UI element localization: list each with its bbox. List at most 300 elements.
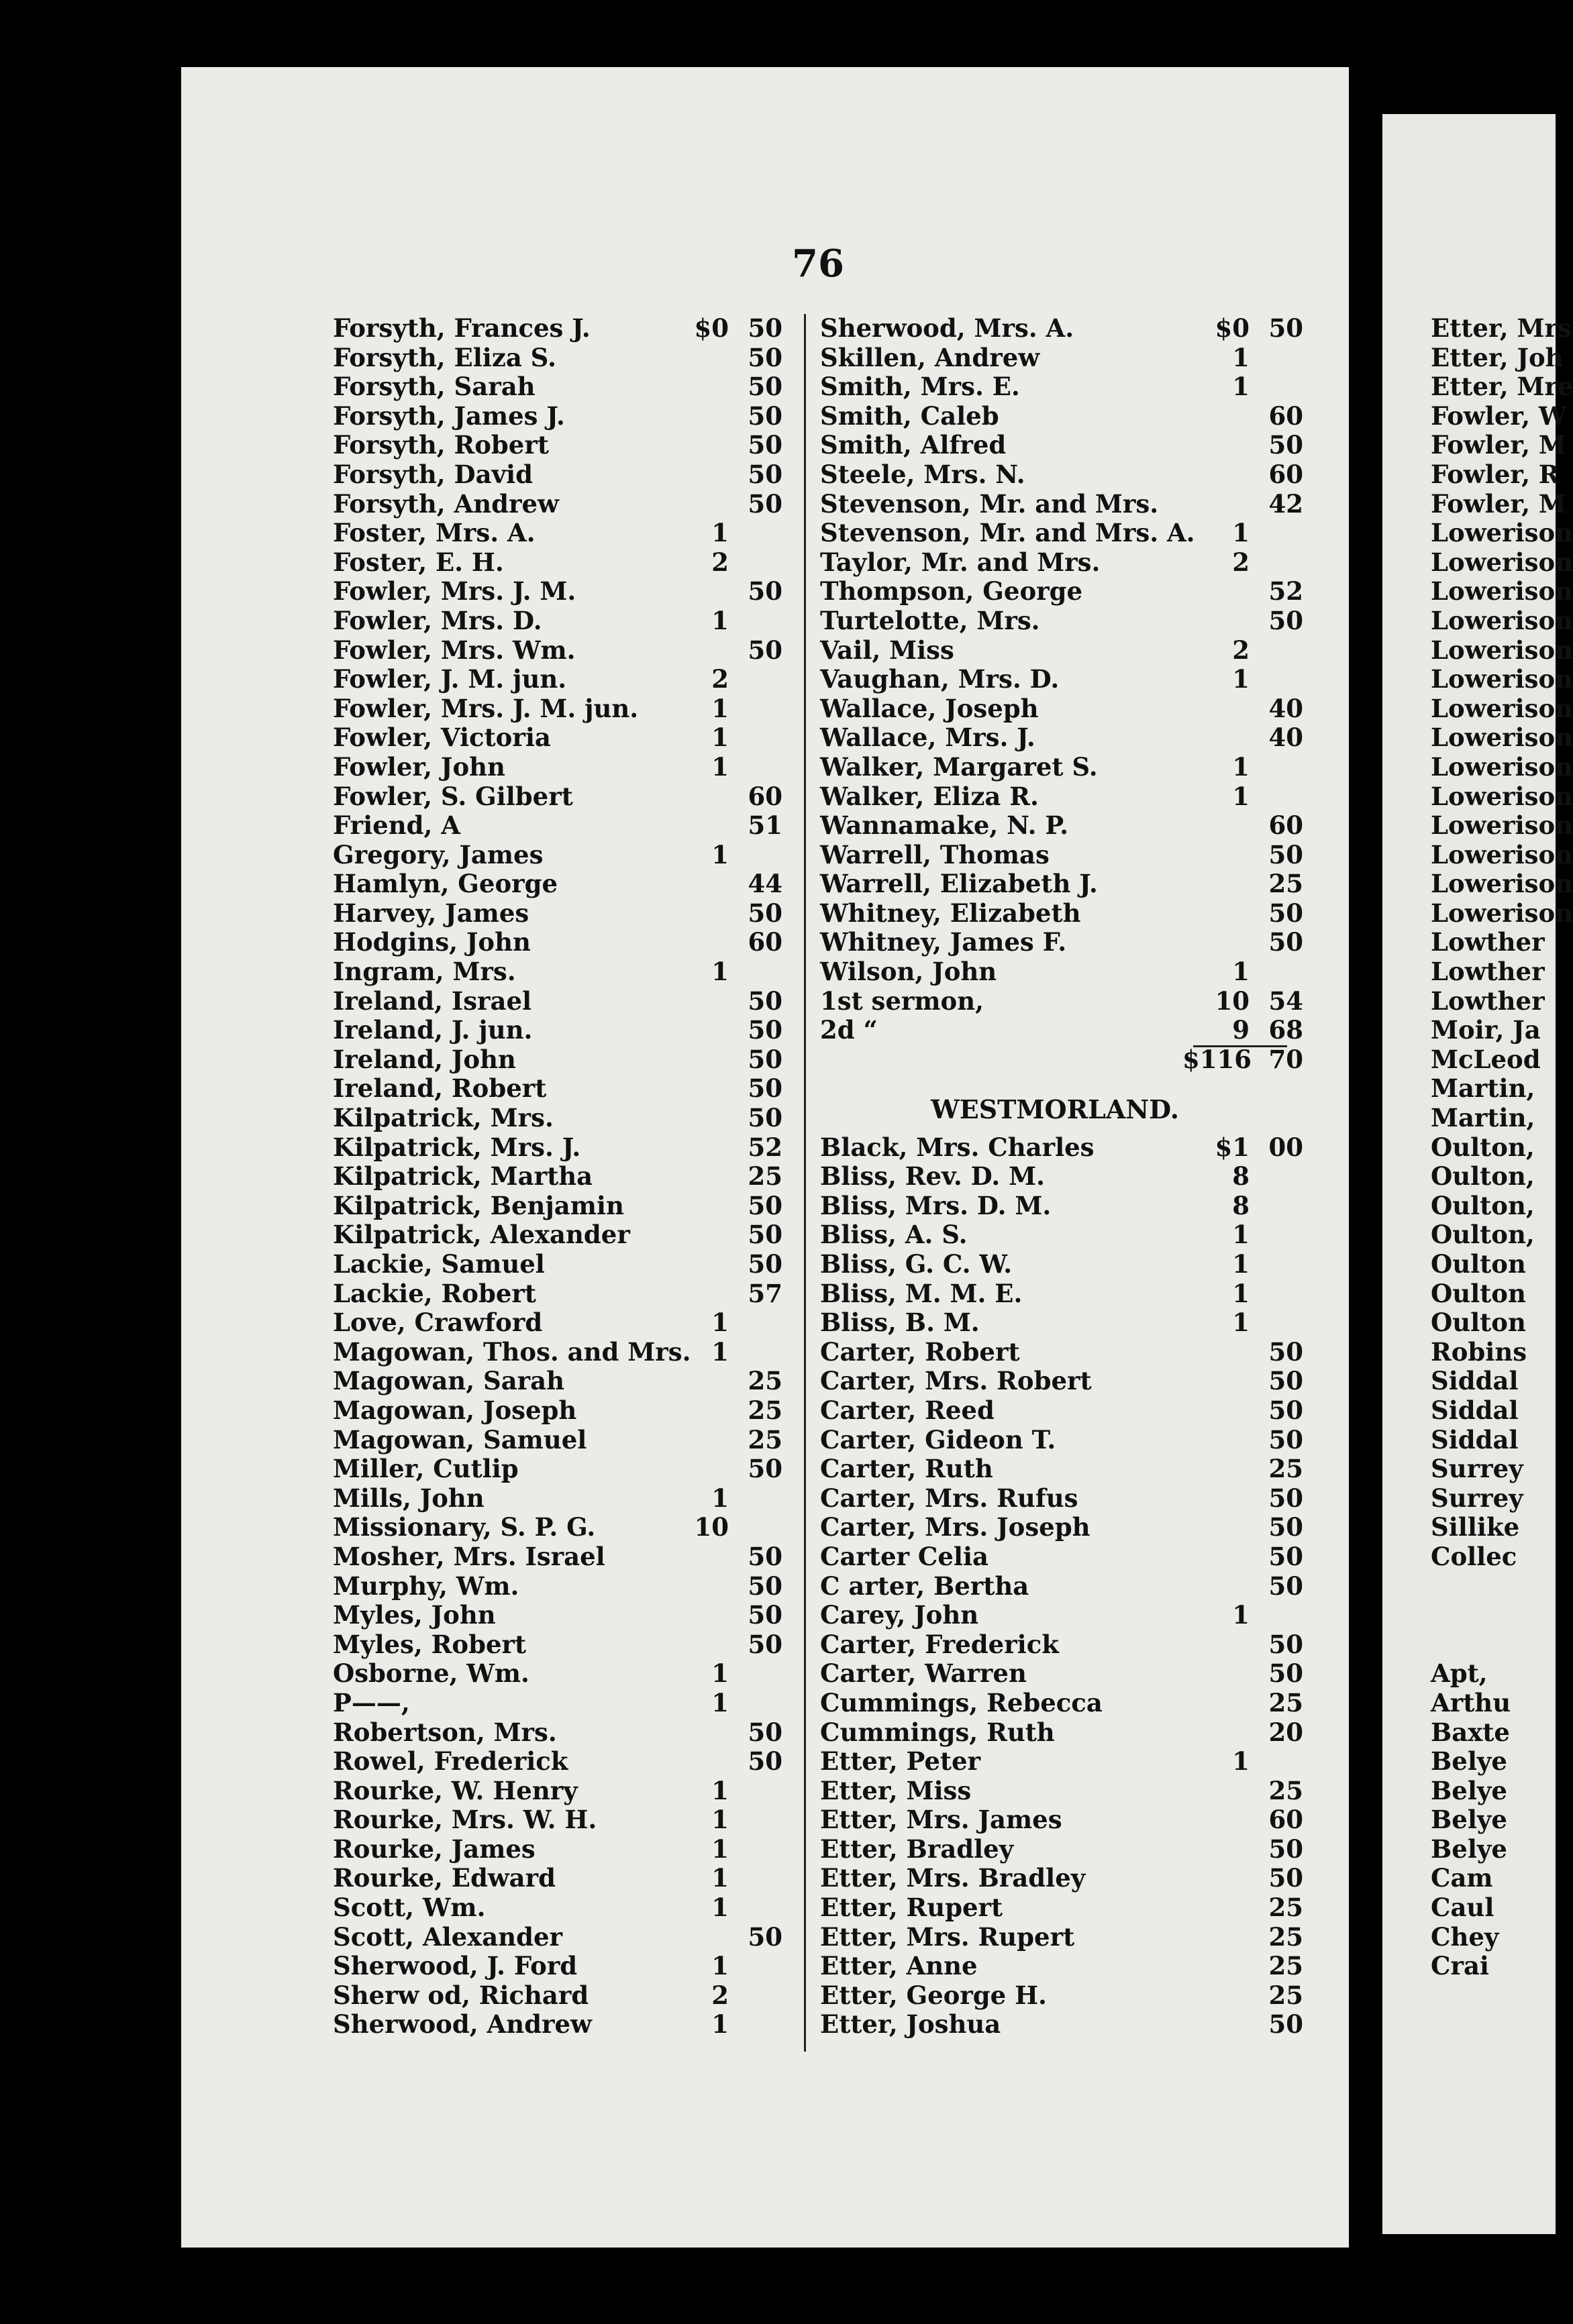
amount-dollars: 2 [1232, 635, 1250, 665]
list-item [333, 899, 809, 929]
amount-dollars: 1 [711, 605, 729, 635]
entry-name: Ireland, Robert [333, 1073, 547, 1104]
list-item [333, 987, 809, 1016]
list-item [333, 1338, 809, 1367]
list-item [333, 431, 809, 460]
entry-name: Rourke, Mrs. W. H. [333, 1805, 597, 1835]
entry-name: Bliss, G. C. W. [820, 1249, 1013, 1279]
entry-name: Black, Mrs. Charles [820, 1132, 1095, 1162]
entry-name: Harvey, James [333, 898, 529, 928]
entry-name: Walker, Margaret S. [820, 751, 1098, 782]
entry-name: Bliss, M. M. E. [820, 1278, 1023, 1308]
list-item [333, 1016, 809, 1045]
list-item: Oulton [1431, 1308, 1526, 1338]
entry-name: Sherw od, Richard [333, 1980, 589, 2010]
list-item: Lowerison [1431, 810, 1573, 841]
list-item: Lowther [1431, 957, 1545, 987]
amount-dollars: 1 [1232, 372, 1250, 402]
entry-name: Turtelotte, Mrs. [820, 605, 1040, 635]
amount-cents: 50 [748, 898, 782, 928]
list-item [820, 782, 1290, 812]
amount-cents: 50 [748, 1220, 782, 1250]
amount-cents: 68 [1268, 1015, 1303, 1045]
list-item [333, 1835, 809, 1864]
entry-name: Sherwood, J. Ford [333, 1951, 578, 1981]
amount-dollars: 1 [711, 1483, 729, 1513]
list-item [333, 1250, 809, 1279]
entry-name: Fowler, S. Gilbert [333, 781, 573, 811]
amount-dollars: 1 [711, 1308, 729, 1338]
entry-name: Carter, Mrs. Robert [820, 1366, 1092, 1396]
amount-cents: 50 [748, 1717, 782, 1747]
amount-cents: 52 [1268, 576, 1303, 606]
list-item: Surrey [1431, 1483, 1523, 1513]
entry-name: Wilson, John [820, 957, 997, 987]
list-item [333, 811, 809, 841]
entry-name: Murphy, Wm. [333, 1571, 519, 1601]
entry-name: Cummings, Ruth [820, 1717, 1055, 1747]
entry-name: P——, [333, 1687, 410, 1718]
list-item: Moir, Ja [1431, 1015, 1541, 1045]
entry-name: Mills, John [333, 1483, 485, 1513]
list-item: Belye [1431, 1805, 1507, 1835]
entry-name: Carter, Frederick [820, 1629, 1059, 1659]
list-item [333, 1045, 809, 1075]
amount-cents: 50 [748, 430, 782, 460]
amount-cents: 60 [1268, 1805, 1303, 1835]
list-item: Lowerison [1431, 869, 1573, 899]
amount-cents: 25 [748, 1424, 782, 1455]
list-item [820, 1336, 1303, 1367]
entry-name: Wallace, Joseph [820, 693, 1039, 723]
amount-dollars: 1 [1232, 1746, 1250, 1777]
entry-name: Carter, Gideon T. [820, 1424, 1056, 1455]
amount-dollars: 1 [1232, 1220, 1250, 1250]
list-item [333, 753, 809, 782]
list-item [820, 898, 1303, 929]
section-heading-text: WESTMORLAND. [931, 1094, 1179, 1125]
amount-cents: 25 [748, 1161, 782, 1192]
entry-name: Wannamake, N. P. [820, 810, 1068, 841]
amount-dollars: 10 [694, 1512, 729, 1542]
amount-cents: 50 [1268, 1366, 1303, 1396]
entry-name: Carter, Mrs. Joseph [820, 1512, 1090, 1542]
list-item [820, 1395, 1303, 1426]
list-item [820, 401, 1303, 431]
list-item [333, 1805, 809, 1835]
list-item [333, 1659, 809, 1689]
entry-name: Stevenson, Mr. and Mrs. [820, 488, 1159, 519]
list-item [820, 1601, 1290, 1630]
amount-cents: 00 [1268, 1132, 1303, 1162]
entry-name: Kilpatrick, Mrs. [333, 1103, 554, 1133]
entry-name: Warrell, Elizabeth J. [820, 869, 1098, 899]
list-item [820, 1541, 1303, 1572]
list-item [820, 576, 1303, 606]
entry-name: Forsyth, James J. [333, 401, 565, 431]
list-item: Chey [1431, 1921, 1499, 1952]
entry-name: Fowler, Mrs. J. M. [333, 576, 576, 606]
entry-name: Ireland, John [333, 1044, 516, 1074]
amount-cents: 25 [748, 1395, 782, 1425]
amount-cents: 50 [748, 1015, 782, 1045]
list-item [333, 957, 809, 987]
list-item [820, 1220, 1290, 1250]
list-item: Siddal [1431, 1366, 1519, 1396]
entry-name: Carter, Reed [820, 1395, 995, 1425]
list-item [820, 1512, 1303, 1542]
entry-name: Walker, Eliza R. [820, 781, 1039, 811]
entry-name: Magowan, Joseph [333, 1395, 577, 1425]
list-item [333, 1367, 809, 1396]
amount-cents: 60 [1268, 810, 1303, 841]
list-item [820, 1747, 1290, 1777]
amount-dollars: 1 [711, 1951, 729, 1981]
amount-cents: 50 [1268, 927, 1303, 957]
column-3 [1431, 313, 1573, 1981]
amount-cents: 25 [1268, 1454, 1303, 1484]
entry-name: Fowler, Mrs. J. M. jun. [333, 693, 639, 723]
list-item [333, 694, 809, 724]
amount-dollars: 1 [711, 1805, 729, 1835]
entry-name: Rourke, James [333, 1834, 536, 1864]
list-item [333, 1133, 809, 1163]
list-item [333, 1513, 809, 1542]
amount-dollars: 1 [711, 1775, 729, 1805]
entry-name: Hamlyn, George [333, 869, 558, 899]
list-item: Caul [1431, 1893, 1494, 1923]
entry-name: Rowel, Frederick [333, 1746, 568, 1777]
list-item [333, 1689, 809, 1718]
amount-dollars: 1 [1232, 664, 1250, 694]
list-item: Fowler, R [1431, 459, 1560, 489]
entry-name: Forsyth, Andrew [333, 488, 559, 519]
amount-cents: 44 [748, 869, 782, 899]
list-item [333, 1162, 809, 1192]
entry-name: Taylor, Mr. and Mrs. [820, 547, 1101, 577]
list-item [820, 1834, 1303, 1864]
entry-name: Bliss, Mrs. D. M. [820, 1190, 1052, 1220]
list-item: Lowerison [1431, 898, 1573, 928]
list-item [333, 1718, 809, 1748]
entry-name: Mosher, Mrs. Israel [333, 1541, 605, 1571]
amount-dollars: 1 [1232, 518, 1250, 548]
entry-name: Etter, Mrs. James [820, 1805, 1062, 1835]
list-item [820, 1775, 1303, 1806]
amount-cents: 40 [1268, 693, 1303, 723]
amount-cents: 50 [1268, 1571, 1303, 1601]
list-item [333, 1601, 809, 1630]
list-item [820, 2009, 1303, 2040]
amount-cents: 25 [1268, 869, 1303, 899]
entry-name: Carter Celia [820, 1541, 988, 1571]
amount-dollars: $0 [1215, 313, 1250, 343]
list-item: Lowther [1431, 927, 1545, 957]
amount-cents: 54 [1268, 986, 1303, 1016]
amount-cents: 60 [1268, 459, 1303, 489]
entry-name: Forsyth, Sarah [333, 372, 536, 402]
amount-dollars: 8 [1232, 1190, 1250, 1220]
amount-dollars: 1 [711, 1834, 729, 1864]
entry-name: Ireland, J. jun. [333, 1015, 533, 1045]
amount-cents: 50 [748, 488, 782, 519]
amount-cents: 25 [1268, 1775, 1303, 1805]
entry-name: Etter, Bradley [820, 1834, 1014, 1864]
list-item [333, 1630, 809, 1660]
list-item [333, 344, 809, 373]
amount-dollars: 9 [1232, 1015, 1250, 1045]
entry-name: Warrell, Thomas [820, 839, 1050, 869]
column-2 [820, 313, 1303, 2040]
amount-cents: 42 [1268, 488, 1303, 519]
amount-cents: 50 [748, 372, 782, 402]
list-item [333, 1542, 809, 1572]
list-item [333, 1777, 809, 1806]
entry-name: Scott, Wm. [333, 1893, 486, 1923]
list-item [820, 1454, 1303, 1484]
list-item [820, 344, 1290, 373]
entry-name: Carter, Ruth [820, 1454, 993, 1484]
entry-name: Ireland, Israel [333, 986, 532, 1016]
amount-cents: 50 [1268, 898, 1303, 928]
amount-cents: 50 [1268, 1863, 1303, 1893]
entry-name: Etter, Peter [820, 1746, 980, 1777]
list-item: McLeod [1431, 1044, 1541, 1074]
list-item [333, 1981, 809, 2011]
list-item [333, 519, 809, 548]
list-item: Lowerison [1431, 751, 1573, 782]
entry-name: Kilpatrick, Alexander [333, 1220, 630, 1250]
entry-name: Forsyth, Frances J. [333, 313, 591, 343]
list-item [333, 548, 809, 578]
list-item [333, 1104, 809, 1133]
list-item: Etter, Mre [1431, 372, 1573, 402]
amount-cents: 25 [1268, 1951, 1303, 1981]
list-item: Lowerison [1431, 839, 1573, 869]
list-item [820, 1483, 1303, 1514]
list-item: Siddal [1431, 1395, 1519, 1425]
entry-name: Etter, Miss [820, 1775, 972, 1805]
list-item [333, 606, 809, 636]
list-item [820, 839, 1303, 870]
list-item [333, 928, 809, 957]
amount-cents: 50 [748, 635, 782, 665]
list-item [333, 1192, 809, 1221]
list-item: Belye [1431, 1775, 1507, 1805]
entry-name: Myles, Robert [333, 1629, 527, 1659]
list-item [1431, 1630, 1565, 1660]
list-item [820, 1366, 1303, 1396]
entry-name: Gregory, James [333, 839, 544, 869]
amount-cents: 50 [1268, 430, 1303, 460]
entry-name: Carey, John [820, 1600, 979, 1630]
amount-cents: 50 [1268, 1512, 1303, 1542]
entry-name: Etter, Rupert [820, 1893, 1003, 1923]
amount-dollars: 1 [1232, 1600, 1250, 1630]
entry-name: Carter, Mrs. Rufus [820, 1483, 1078, 1513]
list-item [333, 636, 809, 666]
list-item: Etter, Joh [1431, 342, 1564, 372]
amount-dollars: 2 [711, 664, 729, 694]
list-item [820, 753, 1290, 782]
list-item: Lowerison [1431, 781, 1573, 811]
entry-name: Magowan, Samuel [333, 1424, 587, 1455]
list-item [333, 1074, 809, 1104]
amount-cents: 50 [748, 1044, 782, 1074]
amount-dollars: 8 [1232, 1161, 1250, 1192]
list-item [820, 1893, 1303, 1923]
amount-cents: 25 [748, 1366, 782, 1396]
list-item [820, 986, 1303, 1016]
entry-name: Cummings, Rebecca [820, 1687, 1103, 1718]
list-item [333, 1952, 809, 1981]
amount-dollars: 1 [711, 1658, 729, 1689]
entry-name: Rourke, W. Henry [333, 1775, 578, 1805]
amount-cents: 50 [1268, 1629, 1303, 1659]
amount-cents: 50 [1268, 1483, 1303, 1513]
list-item [820, 693, 1303, 724]
entry-name: Sherwood, Mrs. A. [820, 313, 1074, 343]
amount-dollars: 1 [711, 839, 729, 869]
entry-name: Lackie, Robert [333, 1278, 536, 1308]
amount-dollars: 1 [711, 693, 729, 723]
entry-name: Osborne, Wm. [333, 1658, 529, 1689]
entry-name: Forsyth, Robert [333, 430, 549, 460]
amount-cents: 25 [1268, 1980, 1303, 2010]
entry-name: Magowan, Thos. and Mrs. [333, 1336, 691, 1367]
amount-cents: 60 [748, 781, 782, 811]
list-item: Oulton [1431, 1278, 1526, 1308]
list-item [820, 1658, 1303, 1689]
list-item [333, 1220, 809, 1250]
list-item: Fowler, M [1431, 430, 1566, 460]
amount-cents: 50 [1268, 1336, 1303, 1367]
amount-cents: 50 [748, 1629, 782, 1659]
entry-name: Vail, Miss [820, 635, 954, 665]
amount-cents: 52 [748, 1132, 782, 1162]
list-item: Belye [1431, 1834, 1507, 1864]
list-item [820, 430, 1303, 460]
amount-cents: 51 [748, 810, 782, 841]
entry-name: C arter, Bertha [820, 1571, 1029, 1601]
list-item [820, 605, 1303, 636]
list-item: Cam [1431, 1863, 1493, 1893]
list-item [820, 1921, 1303, 1952]
list-item [820, 1250, 1290, 1279]
list-item: Baxte [1431, 1717, 1510, 1747]
list-item: Lowerison [1431, 635, 1573, 665]
amount-dollars: 1 [711, 723, 729, 753]
entry-name: Smith, Alfred [820, 430, 1007, 460]
amount-cents: 50 [748, 459, 782, 489]
amount-dollars: $0 [694, 313, 729, 343]
list-item [333, 1279, 809, 1309]
amount-dollars: 1 [711, 751, 729, 782]
list-item: Lowther [1431, 986, 1545, 1016]
list-item: Collec [1431, 1541, 1517, 1571]
entry-name: Fowler, Victoria [333, 723, 551, 753]
list-item [1431, 1601, 1565, 1630]
entry-name: 1st sermon, [820, 986, 984, 1016]
list-item: Lowerison [1431, 605, 1573, 635]
list-item: Oulton, [1431, 1132, 1535, 1162]
list-item [820, 1687, 1303, 1718]
list-item [333, 402, 809, 431]
entry-name: Friend, A [333, 810, 460, 841]
amount-cents: 50 [1268, 1658, 1303, 1689]
list-item: Oulton, [1431, 1161, 1535, 1192]
entry-name: Steele, Mrs. N. [820, 459, 1025, 489]
entry-name: Foster, Mrs. A. [333, 518, 536, 548]
amount-cents: 60 [1268, 401, 1303, 431]
list-item: Oulton [1431, 1249, 1526, 1279]
amount-cents: 50 [748, 1746, 782, 1777]
list-item [820, 1571, 1303, 1601]
entry-name: Robertson, Mrs. [333, 1717, 557, 1747]
amount-cents: 50 [1268, 313, 1303, 343]
entry-name: Kilpatrick, Benjamin [333, 1190, 624, 1220]
list-item [333, 869, 809, 899]
entry-name: Bliss, A. S. [820, 1220, 968, 1250]
amount-cents: 50 [748, 342, 782, 372]
entry-name: Smith, Caleb [820, 401, 999, 431]
list-item [333, 665, 809, 694]
amount-dollars: 1 [711, 1893, 729, 1923]
list-item [820, 1192, 1290, 1221]
list-item [820, 1162, 1290, 1192]
entry-name: Bliss, B. M. [820, 1308, 980, 1338]
amount-cents: 50 [748, 1190, 782, 1220]
list-item: Martin, [1431, 1073, 1535, 1104]
list-item [333, 1572, 809, 1601]
list-item: Lowerison [1431, 693, 1573, 723]
list-item [333, 1455, 809, 1484]
list-item: Siddal [1431, 1424, 1519, 1455]
list-item: Lowerison [1431, 547, 1573, 577]
list-item [820, 1424, 1303, 1455]
entry-name: Kilpatrick, Martha [333, 1161, 593, 1192]
list-item [820, 488, 1303, 519]
list-item [333, 841, 809, 870]
entry-name: Sherwood, Andrew [333, 2009, 592, 2040]
list-item [820, 313, 1303, 344]
amount-cents: 57 [748, 1278, 782, 1308]
entry-name: Forsyth, Eliza S. [333, 342, 556, 372]
amount-cents: 20 [1268, 1717, 1303, 1747]
list-item: Oulton, [1431, 1190, 1535, 1220]
list-item: Etter, Mrs [1431, 313, 1572, 343]
amount-dollars: 1 [711, 1863, 729, 1893]
list-item [333, 1426, 809, 1455]
amount-dollars: 1 [711, 1336, 729, 1367]
amount-cents: 50 [748, 1103, 782, 1133]
amount-cents: 50 [748, 313, 782, 343]
list-item [333, 782, 809, 812]
list-item [333, 1893, 809, 1923]
entry-name: Etter, Mrs. Rupert [820, 1921, 1075, 1952]
entry-name: Etter, Anne [820, 1951, 978, 1981]
amount-dollars: 1 [1232, 751, 1250, 782]
list-item [820, 519, 1290, 548]
amount-dollars: 1 [711, 1687, 729, 1718]
list-item [820, 927, 1303, 957]
list-item: Fowler, M [1431, 488, 1566, 519]
list-item [820, 957, 1290, 987]
list-item: Crai [1431, 1951, 1489, 1981]
amount-cents: 40 [1268, 723, 1303, 753]
list-item [820, 1717, 1303, 1748]
entry-name: Hodgins, John [333, 927, 531, 957]
